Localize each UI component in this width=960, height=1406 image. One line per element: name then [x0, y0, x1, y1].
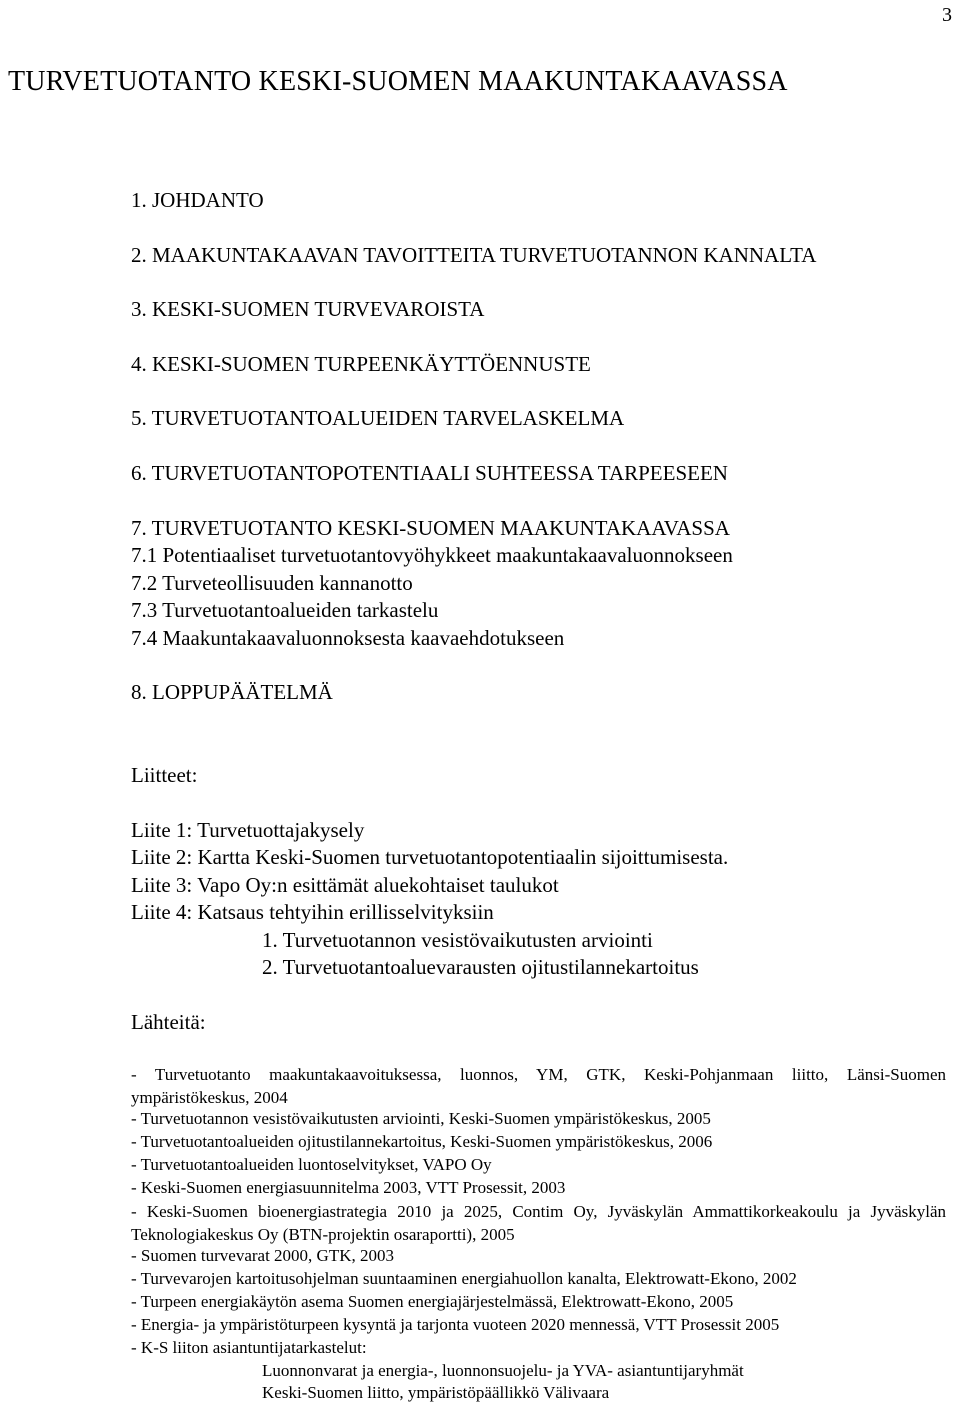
source-11: - K-S liiton asiantuntijatarkastelut:	[131, 1338, 367, 1357]
source-4: - Turvetuotantoalueiden luontoselvitykset, VAPO Oy	[131, 1155, 492, 1174]
toc-item-4: 4. KESKI-SUOMEN TURPEENKÄYTTÖENNUSTE	[131, 352, 591, 376]
sources-label: Lähteitä:	[131, 1010, 206, 1034]
toc-subitem-7-2: 7.2 Turveteollisuuden kannanotto	[131, 571, 413, 595]
appendix-4: Liite 4: Katsaus tehtyihin erillisselvityksiin	[131, 900, 494, 924]
source-2: - Turvetuotannon vesistövaikutusten arviointi, Keski-Suomen ympäristökeskus, 2005	[131, 1109, 711, 1128]
source-6: - Keski-Suomen bioenergiastrategia 2010 ja 2025, Contim Oy, Jyväskylän Ammattikorkeakoulu ja Jyväskylän Teknologiakeskus Oy (BTN-projektin osaraportti), 2005	[131, 1202, 946, 1244]
appendix-1: Liite 1: Turvetuottajakysely	[131, 818, 365, 842]
source-9: - Turpeen energiakäytön asema Suomen energiajärjestelmässä, Elektrowatt-Ekono, 2005	[131, 1292, 734, 1311]
appendix-4-sub-1: 1. Turvetuotannon vesistövaikutusten arviointi	[262, 928, 653, 952]
toc-subitem-7-1: 7.1 Potentiaaliset turvetuotantovyöhykkeet maakuntakaavaluonnokseen	[131, 543, 733, 567]
toc-item-8: 8. LOPPUPÄÄTELMÄ	[131, 680, 333, 704]
toc-item-7: 7. TURVETUOTANTO KESKI-SUOMEN MAAKUNTAKAAVASSA	[131, 516, 730, 540]
document-title: TURVETUOTANTO KESKI-SUOMEN MAAKUNTAKAAVASSA	[8, 66, 788, 97]
source-3: - Turvetuotantoalueiden ojitustilannekartoitus, Keski-Suomen ympäristökeskus, 2006	[131, 1132, 713, 1151]
source-10: - Energia- ja ympäristöturpeen kysyntä ja tarjonta vuoteen 2020 mennessä, VTT Prosessit 2005	[131, 1315, 780, 1334]
toc-subitem-7-4: 7.4 Maakuntakaavaluonnoksesta kaavaehdotukseen	[131, 626, 565, 650]
expert-1: Luonnonvarat ja energia-, luonnonsuojelu- ja YVA- asiantuntijaryhmät	[262, 1361, 744, 1380]
appendices-label: Liitteet:	[131, 763, 198, 787]
appendix-2: Liite 2: Kartta Keski-Suomen turvetuotantopotentiaalin sijoittumisesta.	[131, 845, 729, 869]
source-1: - Turvetuotanto maakuntakaavoituksessa, luonnos, YM, GTK, Keski-Pohjanmaan liitto, Länsi-Suomen ympäristökeskus, 2004	[131, 1065, 946, 1107]
source-7: - Suomen turvevarat 2000, GTK, 2003	[131, 1246, 394, 1265]
toc-item-6: 6. TURVETUOTANTOPOTENTIAALI SUHTEESSA TARPEESEEN	[131, 461, 728, 485]
toc-item-3: 3. KESKI-SUOMEN TURVEVAROISTA	[131, 297, 485, 321]
expert-2: Keski-Suomen liitto, ympäristöpäällikkö Välivaara	[262, 1383, 610, 1402]
page-number: 3	[942, 4, 952, 26]
toc-item-5: 5. TURVETUOTANTOALUEIDEN TARVELASKELMA	[131, 406, 625, 430]
toc-item-1: 1. JOHDANTO	[131, 188, 264, 212]
appendix-4-sub-2: 2. Turvetuotantoaluevarausten ojitustilannekartoitus	[262, 955, 699, 979]
source-8: - Turvevarojen kartoitusohjelman suuntaaminen energiahuollon kanalta, Elektrowatt-Ekono, 2002	[131, 1269, 797, 1288]
toc-subitem-7-3: 7.3 Turvetuotantoalueiden tarkastelu	[131, 598, 439, 622]
source-5: - Keski-Suomen energiasuunnitelma 2003, VTT Prosessit, 2003	[131, 1178, 566, 1197]
toc-item-2: 2. MAAKUNTAKAAVAN TAVOITTEITA TURVETUOTANNON KANNALTA	[131, 243, 817, 267]
appendix-3: Liite 3: Vapo Oy:n esittämät aluekohtaiset taulukot	[131, 873, 559, 897]
